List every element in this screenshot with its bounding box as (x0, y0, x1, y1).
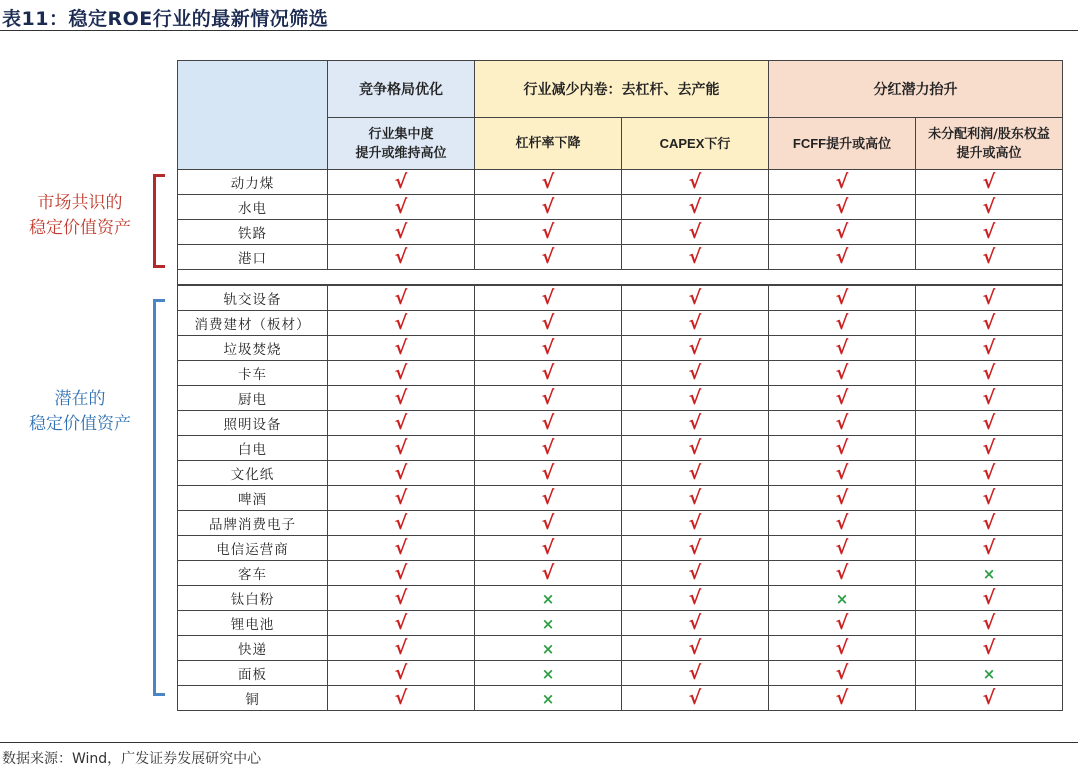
mark-cell (916, 311, 1063, 336)
check-mark: √ (982, 412, 996, 434)
mark-cell (916, 436, 1063, 461)
cross-mark: × (541, 639, 555, 658)
check-mark: √ (394, 387, 408, 409)
check-mark: √ (982, 287, 996, 309)
check-mark: √ (688, 462, 702, 484)
check-mark: √ (835, 287, 849, 309)
col-concentration-line1: 行业集中度 (368, 126, 434, 142)
check-mark: √ (835, 537, 849, 559)
industry-name: 厨电 (178, 386, 328, 411)
check-mark: √ (982, 246, 996, 268)
check-mark: √ (835, 637, 849, 659)
mark-cell (475, 170, 622, 195)
mark-cell (622, 170, 769, 195)
mark-cell (475, 285, 622, 311)
check-mark: √ (982, 171, 996, 193)
cross-mark: × (541, 614, 555, 633)
mark-cell (916, 361, 1063, 386)
check-mark: √ (835, 562, 849, 584)
check-mark: √ (394, 637, 408, 659)
check-mark: √ (394, 612, 408, 634)
screening-table (177, 60, 1063, 711)
table-row (178, 285, 1063, 311)
mark-cell (622, 436, 769, 461)
mark-cell (769, 411, 916, 436)
check-mark: √ (835, 362, 849, 384)
mark-cell (328, 636, 475, 661)
check-mark: √ (394, 246, 408, 268)
mark-cell (916, 336, 1063, 361)
check-mark: √ (541, 537, 555, 559)
col-capex-latin: CAPEX (659, 135, 705, 151)
mark-cell (328, 311, 475, 336)
mark-cell (916, 386, 1063, 411)
mark-cell (622, 611, 769, 636)
industry-name: 白电 (178, 436, 328, 461)
check-mark: √ (541, 462, 555, 484)
check-mark: √ (688, 221, 702, 243)
mark-cell (622, 486, 769, 511)
mark-cell (916, 636, 1063, 661)
consensus-label (0, 191, 160, 241)
mark-cell (622, 411, 769, 436)
mark-cell (916, 170, 1063, 195)
table-row (178, 170, 1063, 195)
check-mark: √ (688, 246, 702, 268)
check-mark: √ (394, 362, 408, 384)
mark-cell (916, 461, 1063, 486)
potential-bracket (153, 299, 165, 696)
mark-cell (475, 195, 622, 220)
mark-cell (769, 195, 916, 220)
check-mark: √ (835, 687, 849, 709)
check-mark: √ (982, 221, 996, 243)
check-mark: √ (541, 312, 555, 334)
col-fcff (769, 118, 916, 170)
check-mark: √ (541, 437, 555, 459)
col-retained-line2: 提升或高位 (956, 145, 1022, 161)
mark-cell (622, 636, 769, 661)
mark-cell (769, 245, 916, 270)
check-mark: √ (835, 221, 849, 243)
consensus-label-line2: 稳定价值资产 (29, 218, 131, 238)
industry-name: 港口 (178, 245, 328, 270)
check-mark: √ (982, 637, 996, 659)
table-row (178, 436, 1063, 461)
check-mark: √ (982, 387, 996, 409)
mark-cell (769, 220, 916, 245)
mark-cell (328, 245, 475, 270)
table-row (178, 636, 1063, 661)
table-row (178, 361, 1063, 386)
check-mark: √ (394, 412, 408, 434)
table-row (178, 461, 1063, 486)
table-row (178, 245, 1063, 270)
mark-cell (916, 486, 1063, 511)
mark-cell (328, 586, 475, 611)
mark-cell (916, 561, 1063, 586)
check-mark: √ (688, 196, 702, 218)
mark-cell (475, 245, 622, 270)
industry-name: 垃圾焚烧 (178, 336, 328, 361)
mark-cell (328, 436, 475, 461)
group-competition: 竞争格局优化 (328, 61, 475, 118)
mark-cell (475, 461, 622, 486)
check-mark: √ (394, 587, 408, 609)
mark-cell (916, 411, 1063, 436)
mark-cell (769, 586, 916, 611)
mark-cell (769, 486, 916, 511)
mark-cell (622, 511, 769, 536)
check-mark: √ (688, 687, 702, 709)
mark-cell (622, 245, 769, 270)
check-mark: √ (394, 437, 408, 459)
table-row (178, 686, 1063, 711)
mark-cell (622, 661, 769, 686)
industry-name: 铁路 (178, 220, 328, 245)
check-mark: √ (688, 537, 702, 559)
industry-name: 钛白粉 (178, 586, 328, 611)
table-row (178, 311, 1063, 336)
cross-mark: × (541, 689, 555, 708)
potential-label (0, 387, 160, 437)
mark-cell (916, 586, 1063, 611)
mark-cell (328, 411, 475, 436)
mark-cell (769, 511, 916, 536)
check-mark: √ (688, 287, 702, 309)
industry-name: 消费建材（板材） (178, 311, 328, 336)
mark-cell (328, 486, 475, 511)
mark-cell (622, 686, 769, 711)
mark-cell (916, 245, 1063, 270)
potential-label-line1: 潜在的 (54, 389, 106, 409)
source-note: 数据来源：Wind，广发证券发展研究中心 (2, 751, 262, 767)
bottom-rule (0, 742, 1078, 743)
mark-cell (622, 285, 769, 311)
section-separator (178, 270, 1063, 286)
check-mark: √ (394, 687, 408, 709)
check-mark: √ (541, 196, 555, 218)
mark-cell (475, 586, 622, 611)
check-mark: √ (835, 196, 849, 218)
cross-mark: × (835, 589, 849, 608)
mark-cell (328, 686, 475, 711)
check-mark: √ (688, 362, 702, 384)
table-row (178, 411, 1063, 436)
mark-cell (475, 386, 622, 411)
mark-cell (328, 536, 475, 561)
corner-cell (178, 61, 328, 170)
mark-cell (769, 661, 916, 686)
col-capex-rest: 下行 (704, 136, 731, 152)
check-mark: √ (688, 312, 702, 334)
mark-cell (328, 511, 475, 536)
mark-cell (475, 311, 622, 336)
check-mark: √ (394, 537, 408, 559)
check-mark: √ (688, 612, 702, 634)
check-mark: √ (394, 196, 408, 218)
mark-cell (328, 195, 475, 220)
mark-cell (916, 536, 1063, 561)
check-mark: √ (835, 512, 849, 534)
table-row (178, 561, 1063, 586)
table-row (178, 220, 1063, 245)
check-mark: √ (541, 362, 555, 384)
check-mark: √ (835, 612, 849, 634)
table-row (178, 386, 1063, 411)
check-mark: √ (982, 487, 996, 509)
check-mark: √ (835, 412, 849, 434)
check-mark: √ (541, 287, 555, 309)
industry-name: 动力煤 (178, 170, 328, 195)
cross-mark: × (982, 664, 996, 683)
industry-name: 轨交设备 (178, 285, 328, 311)
check-mark: √ (835, 246, 849, 268)
table-row (178, 611, 1063, 636)
industry-name: 卡车 (178, 361, 328, 386)
industry-name: 文化纸 (178, 461, 328, 486)
check-mark: √ (394, 487, 408, 509)
col-concentration (328, 118, 475, 170)
check-mark: √ (982, 512, 996, 534)
cross-mark: × (541, 589, 555, 608)
col-leverage: 杠杆率下降 (475, 118, 622, 170)
table-row (178, 661, 1063, 686)
mark-cell (916, 220, 1063, 245)
check-mark: √ (688, 512, 702, 534)
mark-cell (475, 336, 622, 361)
check-mark: √ (394, 512, 408, 534)
check-mark: √ (394, 562, 408, 584)
mark-cell (622, 536, 769, 561)
mark-cell (769, 461, 916, 486)
mark-cell (328, 285, 475, 311)
mark-cell (769, 285, 916, 311)
industry-name: 电信运营商 (178, 536, 328, 561)
mark-cell (769, 636, 916, 661)
mark-cell (328, 561, 475, 586)
check-mark: √ (688, 637, 702, 659)
industry-name: 啤酒 (178, 486, 328, 511)
check-mark: √ (688, 437, 702, 459)
col-capex (622, 118, 769, 170)
potential-label-line2: 稳定价值资产 (29, 414, 131, 434)
mark-cell (769, 536, 916, 561)
cross-mark: × (982, 564, 996, 583)
check-mark: √ (688, 412, 702, 434)
industry-name: 面板 (178, 661, 328, 686)
check-mark: √ (541, 412, 555, 434)
table-row (178, 486, 1063, 511)
mark-cell (328, 461, 475, 486)
col-fcff-latin: FCFF (792, 135, 827, 151)
mark-cell (475, 486, 622, 511)
check-mark: √ (394, 312, 408, 334)
mark-cell (328, 611, 475, 636)
mark-cell (475, 511, 622, 536)
mark-cell (475, 611, 622, 636)
check-mark: √ (394, 287, 408, 309)
check-mark: √ (541, 562, 555, 584)
table-row (178, 195, 1063, 220)
check-mark: √ (394, 171, 408, 193)
industry-name: 照明设备 (178, 411, 328, 436)
check-mark: √ (835, 312, 849, 334)
top-rule (0, 30, 1078, 31)
check-mark: √ (835, 462, 849, 484)
check-mark: √ (982, 462, 996, 484)
check-mark: √ (541, 512, 555, 534)
mark-cell (769, 170, 916, 195)
mark-cell (475, 636, 622, 661)
mark-cell (475, 561, 622, 586)
col-concentration-line2: 提升或维持高位 (355, 145, 447, 161)
check-mark: √ (982, 437, 996, 459)
mark-cell (328, 220, 475, 245)
mark-cell (328, 361, 475, 386)
check-mark: √ (394, 337, 408, 359)
mark-cell (622, 195, 769, 220)
check-mark: √ (982, 687, 996, 709)
table-title: 表11：稳定ROE行业的最新情况筛选 (2, 8, 329, 30)
mark-cell (622, 461, 769, 486)
check-mark: √ (688, 387, 702, 409)
mark-cell (475, 361, 622, 386)
mark-cell (916, 661, 1063, 686)
industry-name: 锂电池 (178, 611, 328, 636)
check-mark: √ (541, 171, 555, 193)
mark-cell (475, 411, 622, 436)
mark-cell (328, 336, 475, 361)
mark-cell (916, 611, 1063, 636)
check-mark: √ (982, 537, 996, 559)
check-mark: √ (982, 196, 996, 218)
check-mark: √ (541, 387, 555, 409)
mark-cell (622, 586, 769, 611)
check-mark: √ (982, 312, 996, 334)
mark-cell (769, 361, 916, 386)
consensus-label-line1: 市场共识的 (37, 193, 123, 213)
col-retained (916, 118, 1063, 170)
check-mark: √ (394, 462, 408, 484)
mark-cell (622, 561, 769, 586)
mark-cell (916, 686, 1063, 711)
check-mark: √ (541, 337, 555, 359)
mark-cell (916, 511, 1063, 536)
mark-cell (622, 336, 769, 361)
mark-cell (769, 561, 916, 586)
check-mark: √ (688, 171, 702, 193)
industry-name: 铜 (178, 686, 328, 711)
check-mark: √ (982, 337, 996, 359)
check-mark: √ (394, 662, 408, 684)
check-mark: √ (394, 221, 408, 243)
mark-cell (622, 386, 769, 411)
mark-cell (475, 220, 622, 245)
check-mark: √ (688, 562, 702, 584)
mark-cell (475, 436, 622, 461)
table-row (178, 511, 1063, 536)
separator-cell (178, 270, 1063, 286)
group-header-row (178, 61, 1063, 118)
col-fcff-rest: 提升或高位 (826, 136, 892, 152)
check-mark: √ (688, 587, 702, 609)
col-retained-line1: 未分配利润/股东权益 (928, 126, 1050, 142)
check-mark: √ (982, 362, 996, 384)
mark-cell (916, 285, 1063, 311)
check-mark: √ (688, 337, 702, 359)
mark-cell (328, 661, 475, 686)
check-mark: √ (541, 487, 555, 509)
industry-name: 快递 (178, 636, 328, 661)
mark-cell (769, 311, 916, 336)
check-mark: √ (982, 587, 996, 609)
mark-cell (475, 661, 622, 686)
industry-name: 客车 (178, 561, 328, 586)
mark-cell (622, 311, 769, 336)
mark-cell (769, 611, 916, 636)
industry-name: 水电 (178, 195, 328, 220)
mark-cell (622, 220, 769, 245)
check-mark: √ (835, 437, 849, 459)
check-mark: √ (982, 612, 996, 634)
consensus-bracket (153, 174, 165, 268)
mark-cell (328, 386, 475, 411)
table-row (178, 336, 1063, 361)
mark-cell (769, 386, 916, 411)
check-mark: √ (541, 221, 555, 243)
mark-cell (475, 536, 622, 561)
table-row (178, 586, 1063, 611)
check-mark: √ (541, 246, 555, 268)
check-mark: √ (835, 171, 849, 193)
cross-mark: × (541, 664, 555, 683)
mark-cell (916, 195, 1063, 220)
mark-cell (328, 170, 475, 195)
industry-name: 品牌消费电子 (178, 511, 328, 536)
mark-cell (769, 686, 916, 711)
mark-cell (475, 686, 622, 711)
check-mark: √ (835, 387, 849, 409)
mark-cell (769, 436, 916, 461)
check-mark: √ (835, 662, 849, 684)
group-involution: 行业减少内卷：去杠杆、去产能 (475, 61, 769, 118)
check-mark: √ (688, 662, 702, 684)
table-row (178, 536, 1063, 561)
check-mark: √ (835, 337, 849, 359)
check-mark: √ (688, 487, 702, 509)
check-mark: √ (835, 487, 849, 509)
mark-cell (769, 336, 916, 361)
group-dividend: 分红潜力抬升 (769, 61, 1063, 118)
mark-cell (622, 361, 769, 386)
